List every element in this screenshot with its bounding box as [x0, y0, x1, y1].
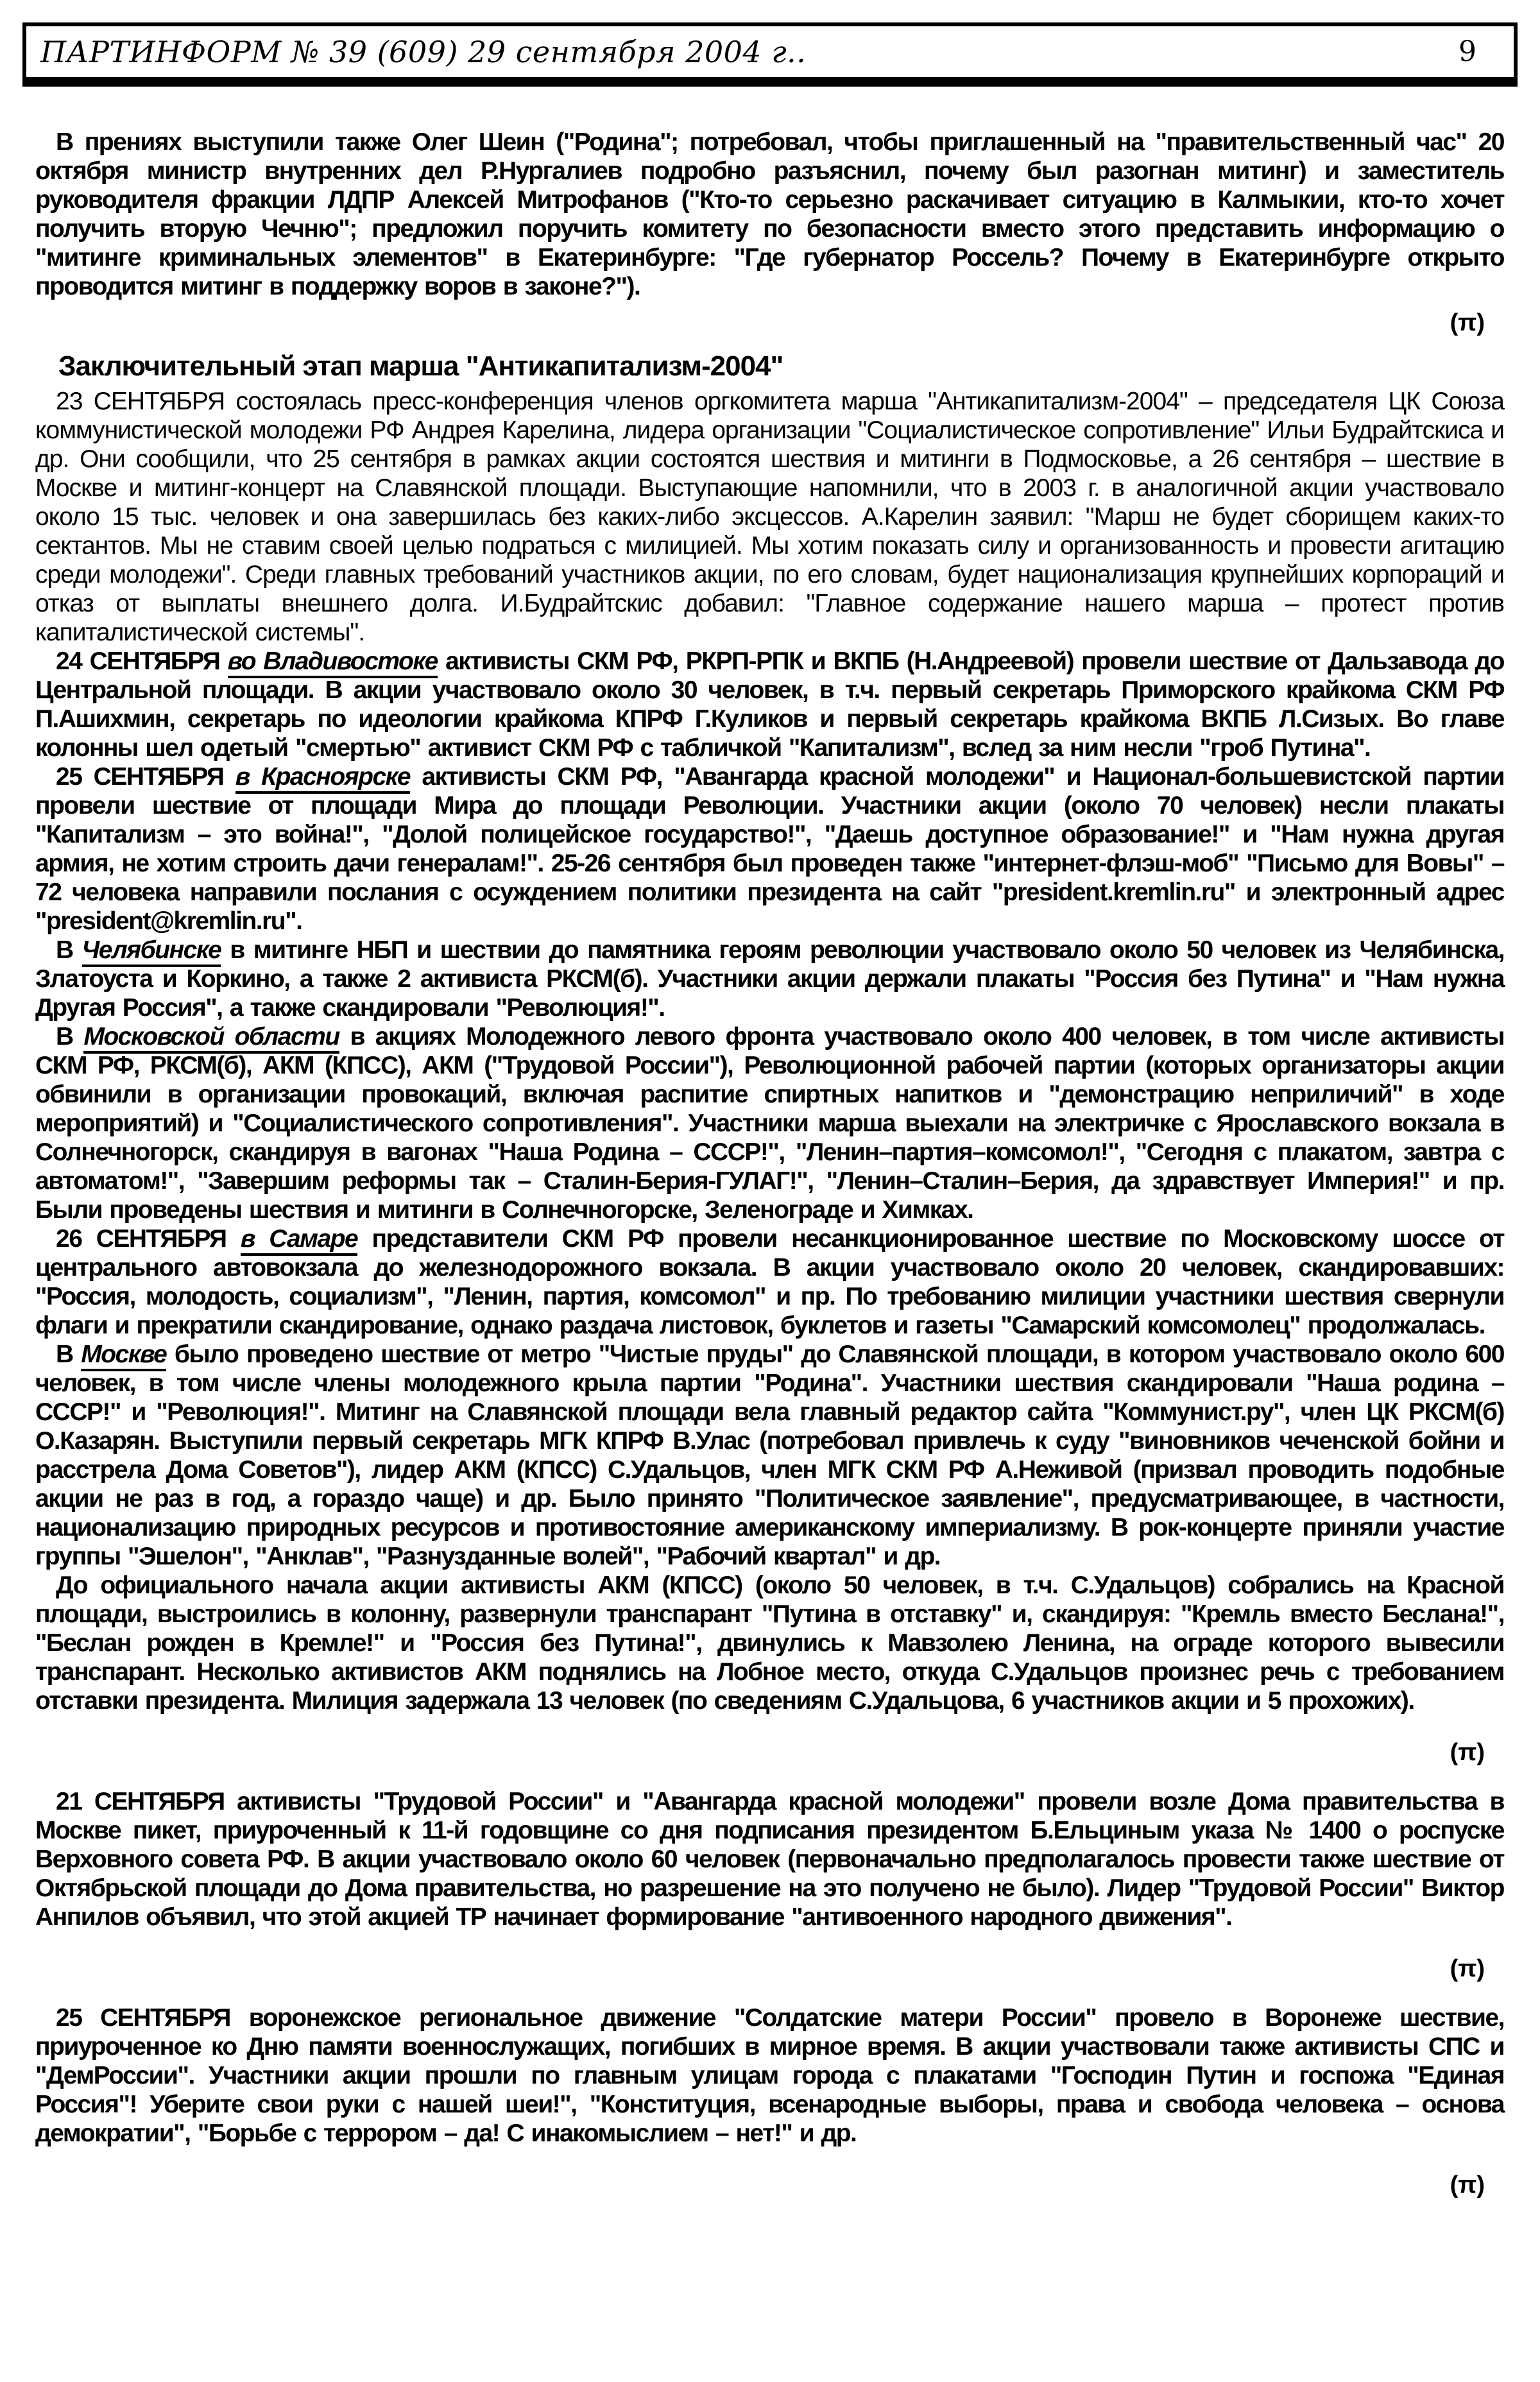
newsletter-title: ПАРТИНФОРМ № 39 (609) 29 сентября 2004 г.. [40, 34, 807, 69]
location-emphasis: Московской области [83, 1023, 339, 1054]
text-run: было проведено шествие от метро "Чистые пруды" до Славянской площади, в котором участвовало около 600 человек, в том числе члены молодежного крыла партии "Родина". Участники шествия скандировали "Наша родина – СССР!" и "Революция!". Митинг на Славянской площади вела главный редактор сайта "Коммунист.ру", член ЦК РКСМ(б) О.Казарян. Выступили первый секретарь МГК КПРФ В.Улас (потребовал привлечь к суду "виновников чеченской бойни и расстрела Дома Советов"), лидер АКМ (КПСС) С.Удальцов, член МГК СКМ РФ А.Неживой (призвал проводить подобные акции не раз в год, а гораздо чаще) и др. Было принято "Политическое заявление", предусматривающее, в частности, национализацию природных ресурсов и противостояние американскому империализму. В рок-концерте приняли участие группы "Эшелон", "Анклав", "Разнузданные волей", "Рабочий квартал" и др. [35, 1341, 1504, 1570]
text-run: 26 СЕНТЯБРЯ [56, 1225, 241, 1253]
paragraph [35, 387, 1504, 647]
pi-mark-row [35, 1955, 1504, 1983]
pi-mark-row [35, 2171, 1504, 2199]
text-run: 21 СЕНТЯБРЯ активисты "Трудовой России" и "Авангарда красной молодежи" провели возле Дома правительства в Москве пикет, приуроченный к 11-й годовщине со дня подписания президентом Б.Ельциным указа № 1400 о роспуске Верховного совета РФ. В акции участвовало около 60 человек (первоначально предполагалось провести также шествие от Октябрьской площади до Дома правительства, но разрешение на это получено не было). Лидер "Трудовой России" Виктор Анпилов объявил, что этой акцией ТР начинает формирование "антивоенного народного движения". [35, 1788, 1504, 1931]
text-run: 25 СЕНТЯБРЯ воронежское региональное движение "Солдатские матери России" провело в Воронеже шествие, приуроченное ко Дню памяти военнослужащих, погибших в мирное время. В акции участвовали также активисты СПС и "ДемРоссии". Участники акции прошли по главным улицам города с плакатами "Господин Путин и госпожа "Единая Россия"! Уберите свои руки с нашей шеи!", "Конституция, всенародные выборы, права и свобода человека – основа демократии", "Борьбе с террором – да! С инакомыслием – нет!" и др. [35, 2004, 1504, 2147]
paragraph [35, 128, 1504, 301]
paragraph [35, 936, 1504, 1022]
location-emphasis: Москве [81, 1341, 166, 1371]
paragraph [35, 647, 1504, 762]
section-heading: Заключительный этап марша "Антикапитализм-2004" [58, 350, 783, 382]
text-run: 24 СЕНТЯБРЯ [56, 647, 228, 675]
location-emphasis: в Красноярске [235, 763, 410, 794]
page-body [0, 87, 1540, 2199]
text-run: активисты СКМ РФ, "Авангарда красной молодежи" и Национал-большевистской партии провели шествие от площади Мира до площади Революции. Участники акции (около 70 человек) несли плакаты "Капитализм – это война!", "Долой полицейское государство!", "Даешь доступное образование!" и "Нам нужна другая армия, не хотим строить дачи генералам!". 25-26 сентября был проведен также "интернет-флэш-моб" "Письмо для Вовы" – 72 человека направили послания с осуждением политики президента на сайт "president.kremlin.ru" и электронный адрес "president@kremlin.ru". [35, 763, 1504, 935]
pi-mark-row [35, 1738, 1504, 1767]
pi-mark: (π) [1450, 2172, 1485, 2198]
paragraph [35, 1224, 1504, 1340]
pi-mark-row [35, 309, 1504, 337]
text-run: в акциях Молодежного левого фронта участвовало около 400 человек, в том числе активисты СКМ РФ, РКСМ(б), АКМ (КПСС), АКМ ("Трудовой России"), Революционной рабочей партии (которых организаторы акции обвинили в организации провокаций, включая распитие спиртных напитков и "демонстрацию неприличий" в ходе мероприятий) и "Социалистического сопротивления". Участники марша выехали на электричке с Ярославского вокзала в Солнечногорск, скандируя в вагонах "Наша Родина – СССР!", "Ленин–партия–комсомол!", "Сегодня с плакатом, завтра с автоматом!", "Завершим реформы так – Сталин-Берия-ГУЛАГ!", "Ленин–Сталин–Берия, да здравствует Империя!" и пр. Были проведены шествия и митинги в Солнечногорске, Зеленограде и Химках. [35, 1023, 1504, 1224]
text-run: До официального начала акции активисты АКМ (КПСС) (около 50 человек, в т.ч. С.Удальцов) собрались на Красной площади, выстроились в колонну, развернули транспарант "Путина в отставку" и, скандируя: "Кремль вместо Беслана!", "Беслан рожден в Кремле!" и "Россия без Путина!", двинулись к Мавзолею Ленина, на ограде которого вывесили транспарант. Несколько активистов АКМ поднялись на Лобное место, откуда С.Удальцов произнес речь с требованием отставки президента. Милиция задержала 13 человек (по сведениям С.Удальцова, 6 участников акции и 5 прохожих). [35, 1572, 1504, 1715]
paragraph [35, 762, 1504, 936]
pi-mark: (π) [1450, 309, 1485, 336]
text-run: в митинге НБП и шествии до памятника героям революции участвовало около 50 человек из Челябинска, Златоуста и Коркино, а также 2 активиста РКСМ(б). Участники акции держали плакаты "Россия без Путина" и "Нам нужна Другая Россия", а также скандировали "Революция!". [35, 936, 1505, 1022]
paragraph [35, 2003, 1504, 2148]
page-header [22, 22, 1518, 87]
location-emphasis: во Владивостоке [228, 647, 438, 678]
text-run: В [56, 936, 82, 964]
text-run: 23 СЕНТЯБРЯ состоялась пресс-конференция членов оргкомитета марша "Антикапитализм-2004" – председателя ЦК Союза коммунистической молодежи РФ Андрея Карелина, лидера организации "Социалистическое сопротивление" Ильи Будрайтскиса и др. Они сообщили, что 25 сентября в рамках акции состоятся шествия и митинги в Подмосковье, а 26 сентября – шествие в Москве и митинг-концерт на Славянской площади. Выступающие напомнили, что в 2003 г. в аналогичной акции участвовало около 15 тыс. человек и она завершилась без каких-либо эксцессов. А.Карелин заявил: "Марш не будет сборищем каких-то сектантов. Мы не ставим своей целью подраться с милицией. Мы хотим показать силу и организованность и провести агитацию среди молодежи". Среди главных требований участников акции, по его словам, будет национализация крупнейших корпораций и отказ от выплаты внешнего долга. И.Будрайтскис добавил: "Главное содержание нашего марша – протест против капиталистической системы". [35, 388, 1504, 646]
text-run: В [56, 1023, 84, 1050]
paragraph [35, 1340, 1504, 1571]
paragraph [35, 1571, 1504, 1715]
text-run: активисты СКМ РФ, РКРП-РПК и ВКПБ (Н.Андреевой) провели шествие от Дальзавода до Центральной площади. В акции участвовало около 30 человек, в т.ч. первый секретарь Приморского крайкома СКМ РФ П.Ашихмин, секретарь по идеологии крайкома КПРФ Г.Куликов и первый секретарь крайкома ВКПБ Л.Сизых. Во главе колонны шел одетый "смертью" активист СКМ РФ с табличкой "Капитализм", вслед за ним несли "гроб Путина". [35, 647, 1504, 762]
location-emphasis: в Самаре [241, 1225, 357, 1256]
pi-mark: (π) [1450, 1739, 1485, 1766]
page-number: 9 [1459, 35, 1476, 68]
pi-mark: (π) [1450, 1955, 1485, 1982]
paragraph [35, 1022, 1504, 1224]
text-run: 25 СЕНТЯБРЯ [56, 763, 235, 791]
paragraph [35, 1787, 1504, 1932]
location-emphasis: Челябинске [82, 936, 221, 967]
text-run: В прениях выступили также Олег Шеин ("Родина"; потребовал, чтобы приглашенный на "правительственный час" 20 октября министр внутренних дел Р.Нургалиев подробно разъяснил, почему был разогнан митинг) и заместитель руководителя фракции ЛДПР Алексей Митрофанов ("Кто-то серьезно раскачивает ситуацию в Калмыкии, кто-то хочет получить вторую Чечню"; предложил поручить комитету по безопасности вместо этого представить информацию о "митинге криминальных элементов" в Екатеринбурге: "Где губернатор Россель? Почему в Екатеринбурге открыто проводится митинг в поддержку воров в законе?"). [35, 128, 1504, 300]
text-run: В [56, 1341, 81, 1368]
text-run: представители СКМ РФ провели несанкционированное шествие по Московскому шоссе от центрального автовокзала до железнодорожного вокзала. В акции участвовало около 20 человек, скандировавших: "Россия, молодость, социализм", "Ленин, партия, комсомол" и пр. По требованию милиции участники шествия свернули флаги и прекратили скандирование, однако раздача листовок, буклетов и газеты "Самарский комсомолец" продолжалась. [35, 1225, 1504, 1339]
